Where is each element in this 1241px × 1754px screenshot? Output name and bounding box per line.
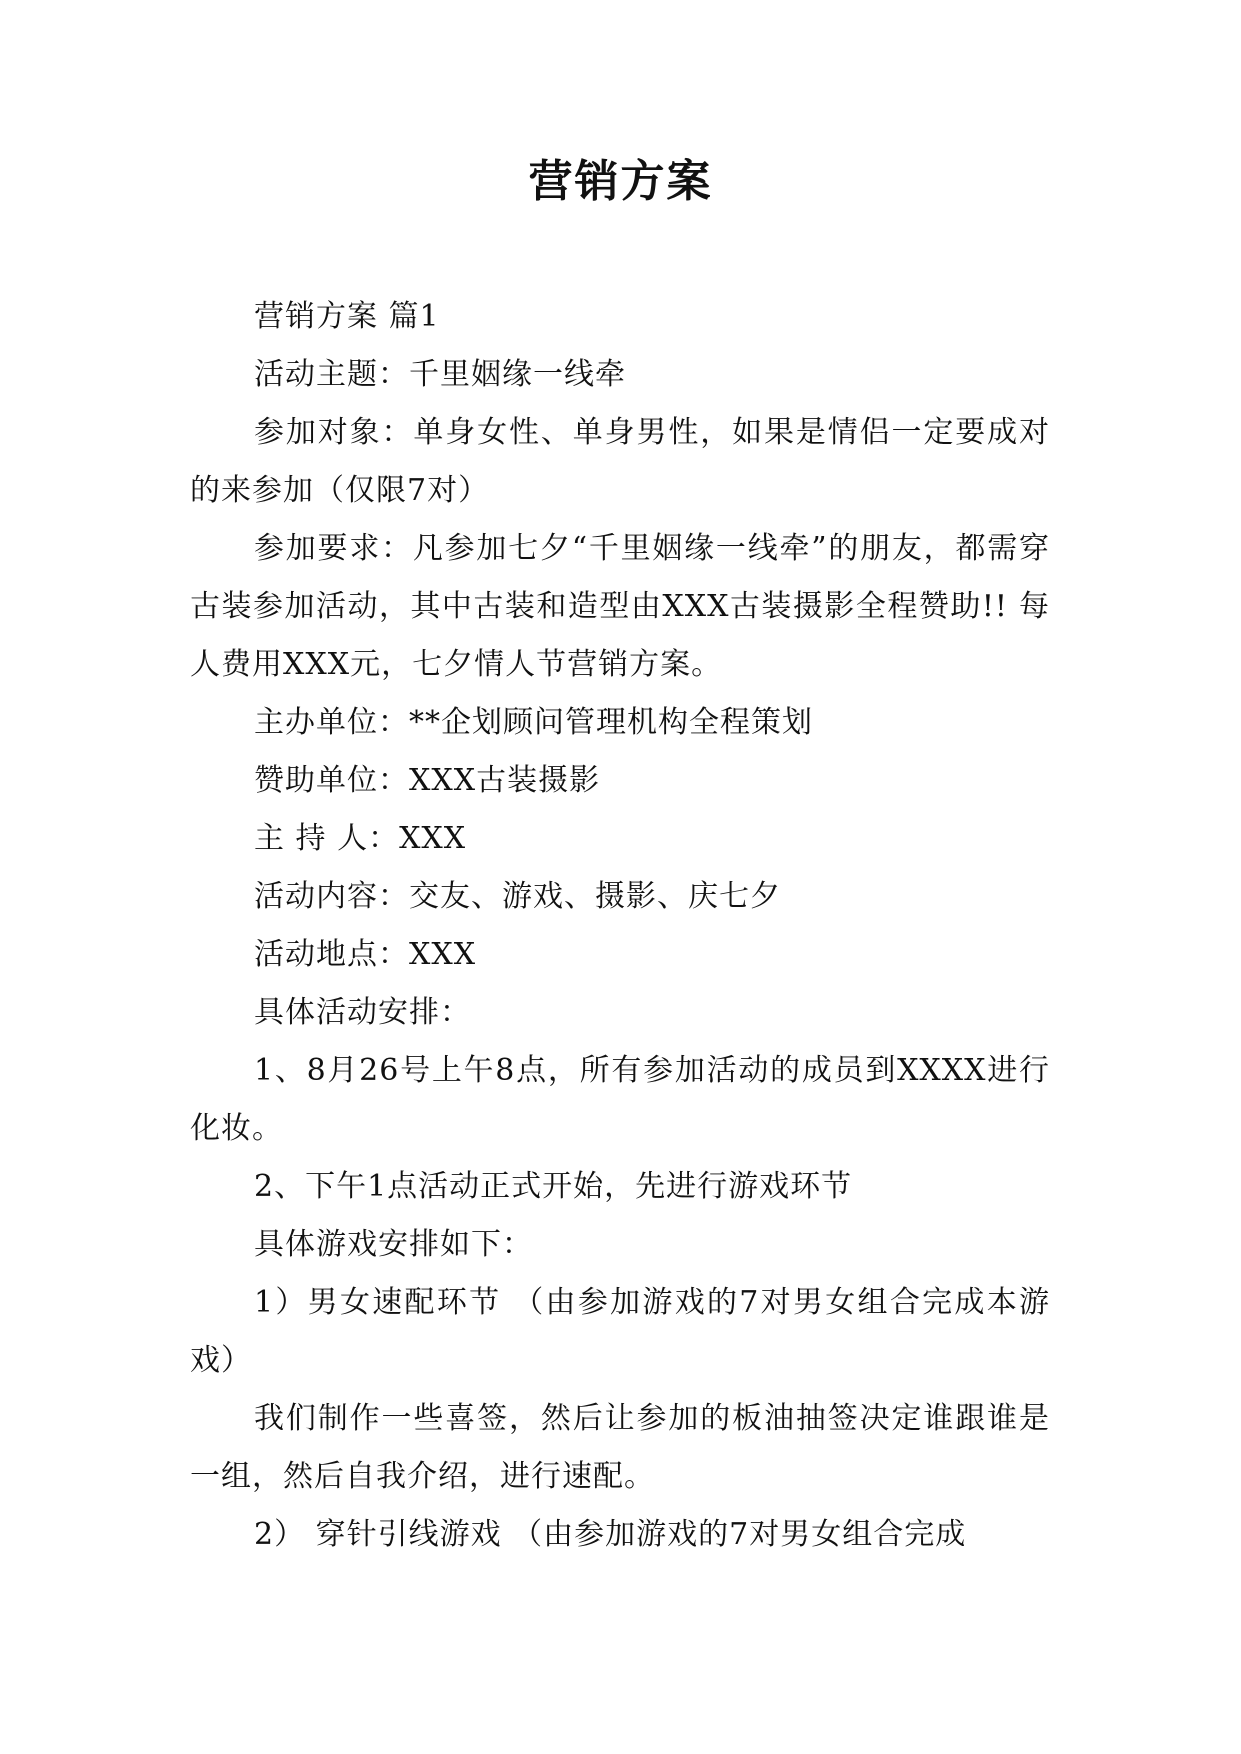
paragraph-game-1-detail: 我们制作一些喜签，然后让参加的板油抽签决定谁跟谁是一组，然后自我介绍，进行速配。 [190, 1401, 1050, 1494]
paragraph-schedule-item-1: 1、8月26号上午8点，所有参加活动的成员到XXXX进行化妆。 [190, 1053, 1050, 1146]
paragraph-schedule-heading: 具体活动安排： [254, 995, 471, 1030]
paragraph-chapter-heading: 营销方案 篇1 [254, 299, 440, 334]
paragraph-organizer: 主办单位：**企划顾问管理机构全程策划 [254, 705, 813, 740]
paragraph-schedule-item-2: 2、下午1点活动正式开始，先进行游戏环节 [254, 1169, 853, 1204]
paragraph-requirements: 参加要求：凡参加七夕“千里姻缘一线牵”的朋友，都需穿古装参加活动，其中古装和造型由XXX古装摄影全程赞助!! 每人费用XXX元，七夕情人节营销方案。 [190, 531, 1050, 682]
paragraph-activity-content: 活动内容：交友、游戏、摄影、庆七夕 [254, 879, 781, 914]
paragraph-sponsor: 赞助单位：XXX古装摄影 [254, 763, 601, 798]
paragraph-participants: 参加对象：单身女性、单身男性，如果是情侣一定要成对的来参加（仅限7对） [190, 415, 1050, 508]
paragraph-venue: 活动地点：XXX [254, 937, 477, 972]
document-body [190, 288, 1050, 1564]
paragraph-games-heading: 具体游戏安排如下： [254, 1227, 533, 1262]
paragraph-game-1: 1）男女速配环节 （由参加游戏的7对男女组合完成本游戏） [190, 1285, 1050, 1378]
paragraph-game-2: 2） 穿针引线游戏 （由参加游戏的7对男女组合完成 [254, 1517, 967, 1552]
document-title: 营销方案 [528, 156, 713, 207]
paragraph-activity-theme: 活动主题：千里姻缘一线牵 [254, 357, 626, 392]
paragraph-host: 主 持 人：XXX [254, 821, 467, 856]
